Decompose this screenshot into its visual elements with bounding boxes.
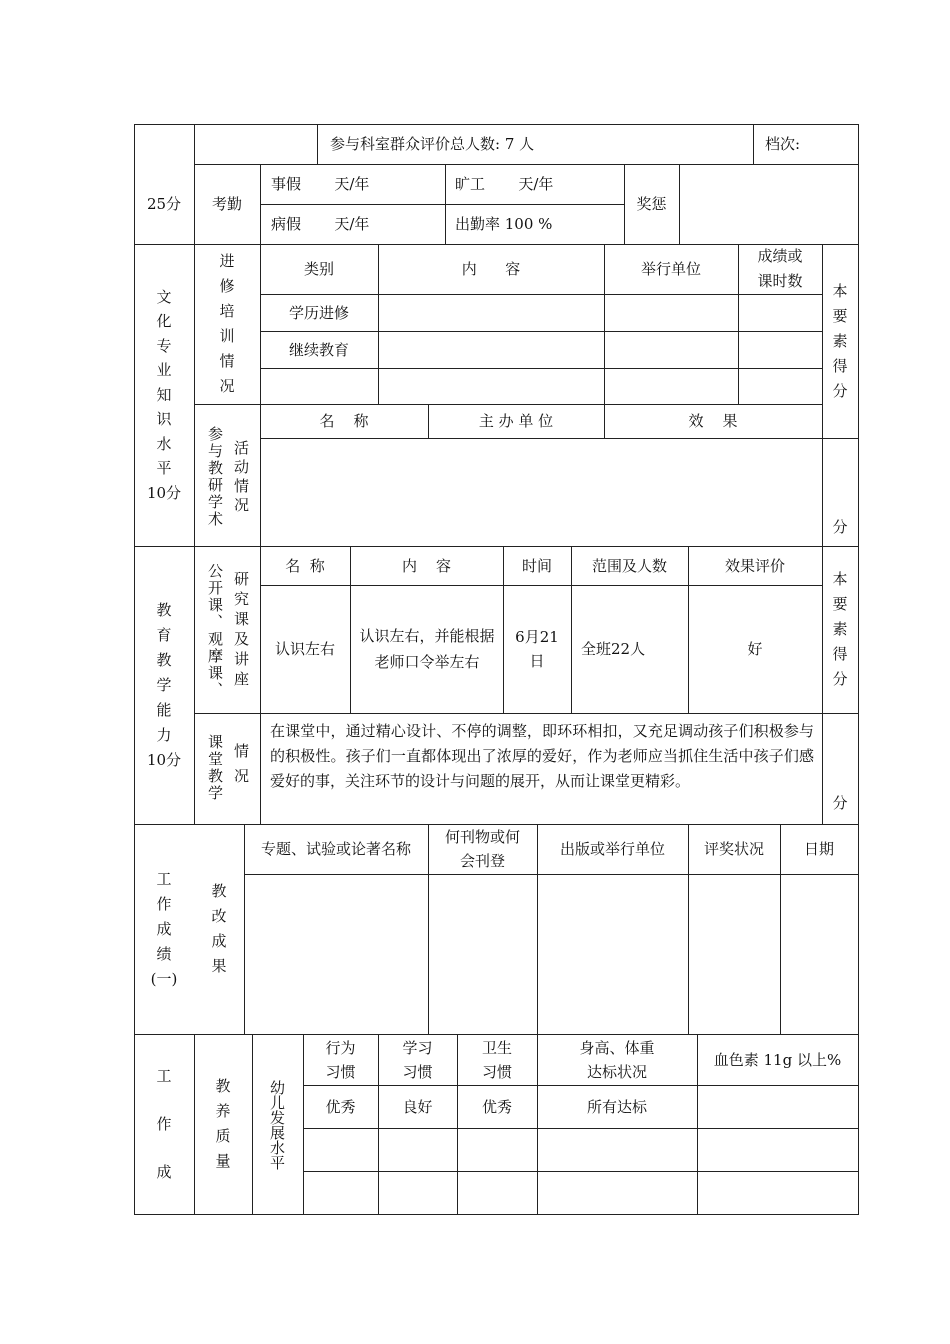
lesson-effect: 好 bbox=[747, 640, 763, 658]
col-publisher: 出版或举行单位 bbox=[559, 840, 665, 858]
col-height-weight: 身高、体重 达标状况 bbox=[579, 1038, 655, 1081]
attendance-rate: 出勤率 100 % bbox=[455, 215, 553, 233]
culture-section-label: 文 化 专 业 知 识 水 平 10分 bbox=[146, 287, 182, 502]
col-publication: 何刊物或何 会刊登 bbox=[444, 828, 520, 870]
quality-label: 教 养 质 量 bbox=[215, 1077, 231, 1170]
col-lesson-name: 名 称 bbox=[285, 556, 325, 575]
teaching-section-label: 教 育 教 学 能 力 10分 bbox=[146, 600, 182, 769]
teaching-score-note: 本 要 素 得 分 bbox=[832, 570, 848, 688]
col-research-name: 名 称 bbox=[319, 412, 369, 430]
height-weight-value: 所有达标 bbox=[586, 1097, 647, 1116]
lesson-content: 认识左右，并能根据老师口令举左右 bbox=[359, 627, 495, 671]
absent-field: 旷工 天/年 bbox=[455, 175, 554, 193]
col-research-organizer: 主 办 单 位 bbox=[478, 412, 554, 430]
research-label-b: 活动情况 bbox=[232, 440, 250, 516]
open-class-label-a: 公开课、观摩课、 bbox=[206, 563, 224, 699]
col-study-habit: 学习 习惯 bbox=[402, 1038, 433, 1081]
reform-result-label: 教 改 成 果 bbox=[211, 882, 227, 975]
col-behavior-habit: 行为 习惯 bbox=[325, 1038, 356, 1081]
achievement2-section-label: 工 作 成 bbox=[156, 1067, 172, 1181]
attendance-score-label: 25分 bbox=[146, 195, 182, 213]
col-lesson-effect: 效果评价 bbox=[724, 556, 785, 575]
hygiene-habit-value: 优秀 bbox=[481, 1097, 512, 1116]
achievement1-section-label: 工 作 成 绩 (一) bbox=[150, 869, 178, 988]
col-date: 日期 bbox=[803, 840, 834, 858]
col-lesson-time: 时间 bbox=[521, 556, 552, 575]
child-development-label: 幼儿发展水平 bbox=[268, 1080, 286, 1170]
col-hemoglobin: 血色素 11g 以上% bbox=[713, 1051, 842, 1069]
col-lesson-content: 内 容 bbox=[401, 556, 452, 575]
reward-label: 奖惩 bbox=[636, 195, 667, 213]
sick-leave-field: 病假 天/年 bbox=[271, 215, 370, 233]
research-label-a: 参与教研学术 bbox=[206, 426, 224, 528]
class-label-a: 课堂教学 bbox=[206, 734, 224, 802]
study-habit-value: 良好 bbox=[402, 1097, 433, 1116]
behavior-habit-value: 优秀 bbox=[325, 1097, 356, 1116]
class-score: 分 bbox=[832, 794, 848, 812]
training-label: 进 修 培 训 情 况 bbox=[219, 252, 235, 395]
row-degree-study: 学历进修 bbox=[288, 303, 349, 322]
col-host-unit: 举行单位 bbox=[640, 260, 701, 278]
class-label-b: 情况 bbox=[232, 743, 250, 793]
mass-evaluation-count: 参与科室群众评价总人数: 7 人 bbox=[330, 135, 535, 153]
research-score: 分 bbox=[832, 518, 848, 536]
col-lesson-scope: 范围及人数 bbox=[591, 556, 667, 575]
col-topic-name: 专题、试验或论著名称 bbox=[260, 840, 411, 858]
col-category: 类别 bbox=[303, 260, 334, 278]
col-research-effect: 效 果 bbox=[688, 412, 738, 430]
row-continuing-education: 继续教育 bbox=[288, 340, 349, 359]
class-description: 在课堂中，通过精心设计、不停的调整，即环环相扣，又充足调动孩子们积极参与的积极性。孩子们一直都体现出了浓厚的爱好，作为老师应当抓住生活中孩子们感爱好的事，关注环节的设计与问题的展开，从而让课堂更精彩。 bbox=[270, 722, 814, 790]
col-award: 评奖状况 bbox=[703, 840, 764, 858]
attendance-label: 考勤 bbox=[211, 195, 242, 213]
open-class-label-b: 研究课及讲座 bbox=[232, 571, 250, 691]
col-score-hours: 成绩或 课时数 bbox=[757, 247, 803, 290]
grade-label: 档次: bbox=[765, 135, 801, 153]
lesson-time: 6月21日 bbox=[515, 628, 559, 670]
col-content: 内 容 bbox=[461, 260, 521, 278]
personal-leave-field: 事假 天/年 bbox=[271, 175, 370, 193]
lesson-scope: 全班22人 bbox=[581, 640, 646, 658]
culture-score-note: 本 要 素 得 分 bbox=[832, 281, 848, 400]
col-hygiene-habit: 卫生 习惯 bbox=[481, 1038, 512, 1081]
lesson-name: 认识左右 bbox=[274, 640, 335, 658]
